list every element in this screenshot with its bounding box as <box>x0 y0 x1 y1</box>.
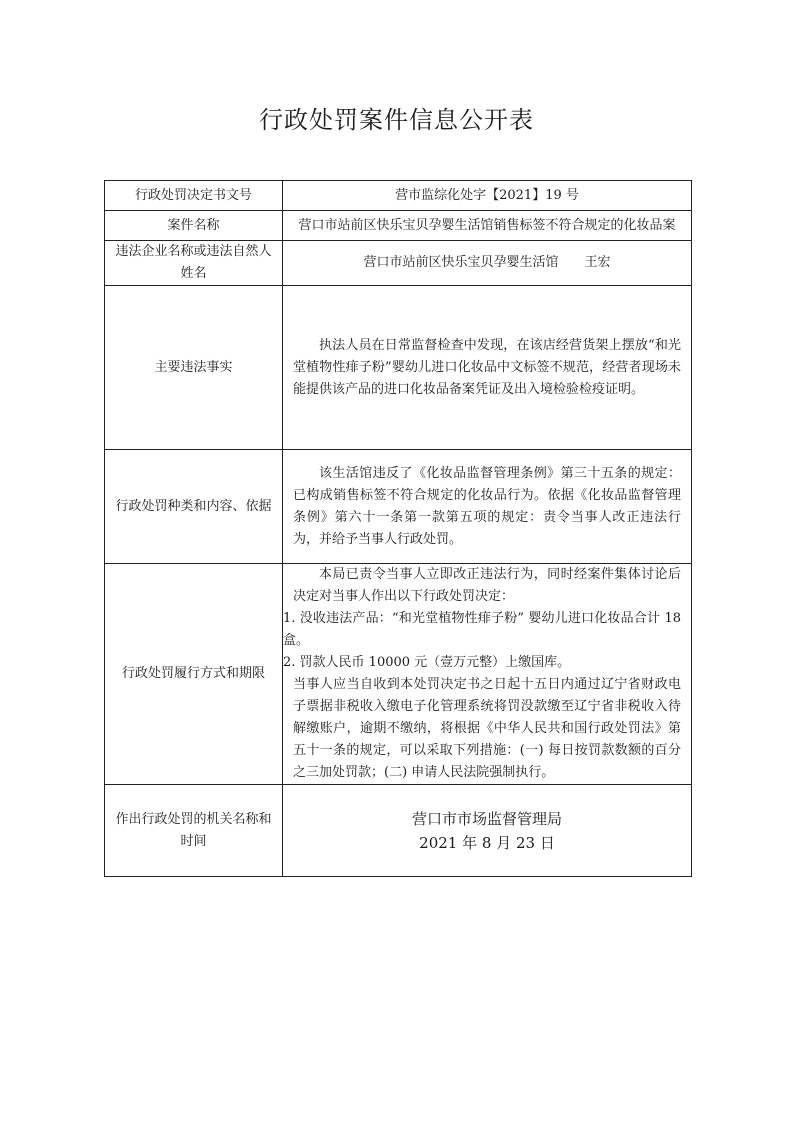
case-name-value: 营口市站前区快乐宝贝孕婴生活馆销售标签不符合规定的化妆品案 <box>283 211 692 241</box>
facts-text: 执法人员在日常监督检查中发现，在该店经营货架上摆放“和光堂植物性痱子粉”婴幼儿进口化妆品中文标签不规范，经营者现场未能提供该产品的进口化妆品备案凭证及出入境检验检疫证明。 <box>293 337 681 397</box>
execution-item-2: 2. 罚款人民币 10000 元（壹万元整）上缴国库。 <box>283 655 571 670</box>
case-name-label: 案件名称 <box>105 211 283 241</box>
table-row <box>105 564 692 785</box>
facts-label: 主要违法事实 <box>105 286 283 450</box>
party-value: 营口市站前区快乐宝贝孕婴生活馆 王宏 <box>283 241 692 286</box>
execution-notice: 当事人应当自收到本处罚决定书之日起十五日内通过辽宁省财政电子票据非税收入缴电子化管理系统将罚没款缴至辽宁省非税收入待解缴账户，逾期不缴纳，将根据《中华人民共和国行政处罚法》第五十一条的规定，可以采取下列措施：(一) 每日按罚款数额的百分之三加处罚款；(二) 申请人民法院强制执行。 <box>293 677 681 780</box>
table-row <box>105 181 692 211</box>
execution-intro: 本局已责令当事人立即改正违法行为，同时经案件集体讨论后决定对当事人作出以下行政处罚决定： <box>293 567 681 604</box>
authority-name: 营口市市场监督管理局 <box>411 809 562 828</box>
table-row <box>105 241 692 286</box>
page-title: 行政处罚案件信息公开表 <box>259 106 534 134</box>
basis-text: 该生活馆违反了《化妆品监督管理条例》第三十五条的规定：已构成销售标签不符合规定的化妆品行为。依据《化妆品监督管理条例》第六十一条第一款第五项的规定：责令当事人改正违法行为，并给予当事人行政处罚。 <box>293 465 681 547</box>
party-label: 违法企业名称或违法自然人姓名 <box>105 241 283 286</box>
basis-label: 行政处罚种类和内容、依据 <box>105 450 283 564</box>
table-row <box>105 211 692 241</box>
authority-date: 2021 年 8 月 23 日 <box>419 833 555 852</box>
table-row <box>105 450 692 564</box>
doc-no-value: 营市监综化处字【2021】19 号 <box>283 181 692 211</box>
authority-label: 作出行政处罚的机关名称和时间 <box>105 785 283 877</box>
execution-label: 行政处罚履行方式和期限 <box>105 564 283 785</box>
table-row <box>105 785 692 877</box>
table-row <box>105 286 692 450</box>
info-table <box>104 180 692 877</box>
doc-no-label: 行政处罚决定书文号 <box>105 181 283 211</box>
execution-item-1: 1. 没收违法产品：“和光堂植物性痱子粉” 婴幼儿进口化妆品合计 18 盒。 <box>283 611 681 648</box>
